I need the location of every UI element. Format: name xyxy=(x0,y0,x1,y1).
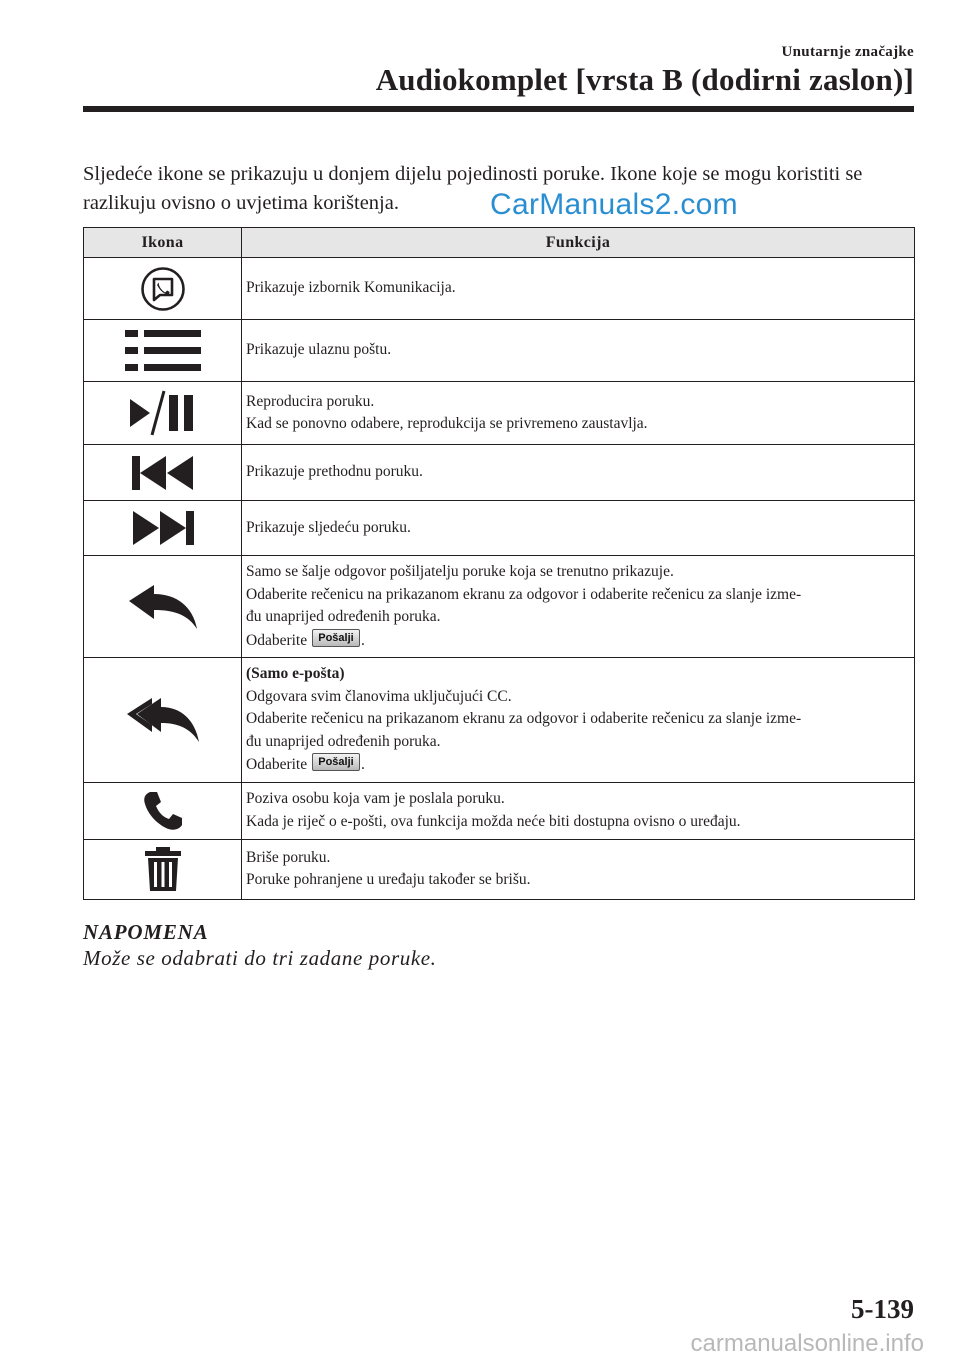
table-row xyxy=(84,320,915,382)
function-title: (Samo e-pošta) xyxy=(246,665,345,682)
function-cell xyxy=(242,501,915,556)
select-suffix: . xyxy=(360,631,365,649)
reply-all-icon xyxy=(125,696,201,744)
communication-menu-icon xyxy=(140,266,186,312)
table-row xyxy=(84,839,915,899)
function-text: Samo se šalje odgovor pošiljatelju poruke koja se trenutno prikazuje. xyxy=(246,563,674,580)
column-header-icon: Ikona xyxy=(84,228,242,258)
table-row xyxy=(84,658,915,783)
table-header-row xyxy=(84,228,915,258)
function-cell xyxy=(242,320,915,382)
function-text: Prikazuje sljedeću poruku. xyxy=(246,518,411,536)
icon-cell xyxy=(84,658,242,783)
function-cell xyxy=(242,258,915,320)
send-button[interactable]: Pošalji xyxy=(312,629,360,647)
table-row xyxy=(84,501,915,556)
chapter-title: Audiokomplet [vrsta B (dodirni zaslon)] xyxy=(375,62,914,97)
function-text: Odaberite rečenicu na prikazanom ekranu za odgovor i odaberite rečenicu za slanje izme- xyxy=(246,710,802,727)
phone-icon xyxy=(142,790,184,832)
function-text: Prikazuje prethodnu poruku. xyxy=(246,463,423,481)
icon-cell xyxy=(84,839,242,899)
function-text: Briše poruku. xyxy=(246,848,331,866)
header-rule xyxy=(83,106,914,112)
icon-cell xyxy=(84,501,242,556)
icon-cell xyxy=(84,320,242,382)
watermark-top[interactable]: CarManuals2.com xyxy=(490,188,738,221)
function-cell xyxy=(242,556,915,658)
function-text: Prikazuje izbornik Komunikacija. xyxy=(246,279,456,297)
function-text: Kad se ponovno odabere, reprodukcija se privremeno zaustavlja. xyxy=(246,415,648,432)
table-row xyxy=(84,445,915,501)
play-pause-icon xyxy=(128,389,198,437)
function-cell xyxy=(242,782,915,839)
send-button[interactable]: Pošalji xyxy=(312,753,360,771)
icon-cell xyxy=(84,382,242,445)
function-cell xyxy=(242,382,915,445)
function-text: Kada je riječ o e-pošti, ova funkcija možda neće biti dostupna ovisno o uređaju. xyxy=(246,812,741,830)
function-cell xyxy=(242,445,915,501)
table-row xyxy=(84,258,915,320)
note-text: Može se odabrati do tri zadane poruke. xyxy=(83,946,437,970)
function-text: đu unaprijed određenih poruka. xyxy=(246,732,441,750)
icon-cell xyxy=(84,782,242,839)
icon-function-table xyxy=(83,227,915,900)
function-cell xyxy=(242,839,915,899)
table-row xyxy=(84,782,915,839)
icon-cell xyxy=(84,258,242,320)
section-label: Unutarnje značajke xyxy=(781,44,914,60)
note-title: NAPOMENA xyxy=(83,920,209,944)
inbox-list-icon xyxy=(123,328,203,374)
page-number: 5-139 xyxy=(851,1294,914,1324)
function-text: Odaberite rečenicu na prikazanom ekranu za odgovor i odaberite rečenicu za slanje izme- xyxy=(246,585,802,603)
function-text: đu unaprijed određenih poruka. xyxy=(246,608,441,625)
select-line xyxy=(246,753,906,777)
trash-icon xyxy=(143,846,183,892)
table-row xyxy=(84,556,915,658)
function-text: Reproducira poruku. xyxy=(246,392,375,410)
select-line xyxy=(246,629,906,653)
function-text: Prikazuje ulaznu poštu. xyxy=(246,341,392,359)
icon-cell xyxy=(84,556,242,658)
function-text: Poziva osobu koja vam je poslala poruku. xyxy=(246,790,505,807)
table-row xyxy=(84,382,915,445)
select-suffix: . xyxy=(360,756,365,773)
function-text: Odgovara svim članovima uključujući CC. xyxy=(246,687,512,705)
watermark-bottom[interactable]: carmanualsonline.info xyxy=(690,1330,924,1357)
function-text: Poruke pohranjene u uređaju također se brišu. xyxy=(246,871,531,888)
select-prefix: Odaberite xyxy=(246,756,308,773)
function-cell xyxy=(242,658,915,783)
icon-cell xyxy=(84,445,242,501)
reply-icon xyxy=(127,583,199,631)
next-icon xyxy=(130,509,196,547)
column-header-function: Funkcija xyxy=(242,228,915,258)
select-prefix: Odaberite xyxy=(246,631,308,649)
intro-paragraph: Sljedeće ikone se prikazuju u donjem dijelu pojedinosti poruke. Ikone koje se mogu koristiti se razlikuju ovisno o uvjetima korištenja. xyxy=(83,163,863,214)
previous-icon xyxy=(130,454,196,492)
